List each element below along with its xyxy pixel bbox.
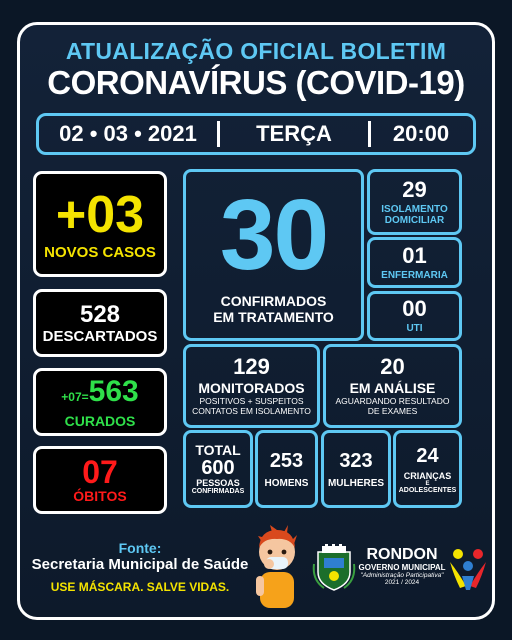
isolation-label-line2: DOMICILIAR	[384, 214, 445, 226]
icu-label: UTI	[406, 323, 423, 334]
deaths-value: 07	[82, 454, 118, 490]
kids-label1: CRIANÇAS	[403, 470, 452, 481]
analysis-panel	[323, 344, 462, 428]
confirmed-panel	[183, 169, 364, 341]
total-sub1: PESSOAS	[196, 478, 240, 488]
new-cases-card	[33, 171, 167, 277]
analysis-sub1: AGUARDANDO RESULTADO	[335, 396, 450, 406]
confirmed-label-line1: CONFIRMADOS	[220, 293, 327, 309]
monitoring-sub2: CONTATOS EM ISOLAMENTO	[192, 406, 311, 416]
kids-label3: ADOLESCENTES	[398, 486, 457, 494]
discarded-card	[33, 289, 167, 357]
header-line2: CORONAVÍRUS (COVID-19)	[47, 64, 465, 101]
isolation-label-line1: ISOLAMENTO	[381, 203, 448, 215]
confirmed-label-line2: EM TRATAMENTO	[213, 309, 334, 325]
new-cases-value: +03	[55, 185, 145, 244]
total-panel	[183, 430, 253, 508]
monitoring-sub1: POSITIVOS + SUSPEITOS	[199, 396, 304, 406]
date-text: 02 • 03 • 2021	[59, 121, 197, 146]
men-panel	[255, 430, 318, 508]
icu-panel	[367, 291, 462, 341]
total-label: TOTAL	[195, 442, 241, 458]
ward-panel	[367, 237, 462, 288]
date-bar	[36, 113, 476, 155]
isolation-value: 29	[402, 176, 427, 202]
total-value: 600	[201, 457, 235, 479]
men-label: HOMENS	[264, 477, 309, 489]
rondon-name: RONDON	[366, 546, 438, 563]
isolation-panel	[367, 169, 462, 235]
women-panel	[321, 430, 391, 508]
recovered-card	[33, 368, 167, 436]
analysis-sub2: DE EXAMES	[367, 406, 418, 416]
confirmed-value: 30	[219, 179, 328, 291]
discarded-label: DESCARTADOS	[42, 327, 158, 345]
men-value: 253	[269, 449, 304, 472]
coat-of-arms-icon	[312, 544, 356, 592]
kids-value: 24	[416, 444, 439, 467]
recovered-value: 563	[88, 374, 139, 408]
header-line1: ATUALIZAÇÃO OFICIAL BOLETIM	[65, 38, 447, 64]
total-sub2: CONFIRMADAS	[191, 488, 245, 495]
rondon-subtitle: GOVERNO MUNICIPAL	[358, 563, 446, 572]
analysis-value: 20	[380, 354, 405, 379]
recovered-delta: +07=	[61, 389, 89, 404]
deaths-card	[33, 446, 167, 514]
ward-value: 01	[402, 242, 427, 268]
monitoring-label: MONITORADOS	[198, 380, 305, 396]
discarded-value: 528	[79, 300, 121, 328]
analysis-label: EM ANÁLISE	[349, 380, 436, 396]
ward-label: ENFERMARIA	[381, 269, 448, 281]
monitoring-panel	[183, 344, 320, 428]
recovered-row	[61, 376, 138, 413]
rondon-motto: "Administração Participativa"	[360, 572, 444, 579]
source-label: Fonte:	[118, 540, 162, 556]
monitoring-value: 129	[233, 354, 270, 379]
weekday-text: TERÇA	[256, 121, 332, 146]
icu-value: 00	[402, 296, 427, 321]
rondon-years: 2021 / 2024	[384, 579, 420, 586]
women-label: MULHERES	[327, 477, 385, 489]
time-text: 20:00	[392, 121, 450, 146]
women-value: 323	[339, 449, 373, 472]
recovered-label: CURADOS	[64, 412, 136, 429]
new-cases-label: NOVOS CASOS	[44, 243, 156, 261]
deaths-label: ÓBITOS	[73, 488, 127, 504]
source-text: Secretaria Municipal de Saúde	[31, 556, 249, 573]
kids-panel	[393, 430, 462, 508]
child-mask-illustration-icon	[246, 520, 308, 612]
rondon-logo	[356, 546, 448, 586]
kids-label2: E	[425, 480, 430, 487]
participation-people-icon	[448, 546, 488, 590]
slogan-text: USE MÁSCARA. SALVE VIDAS.	[50, 580, 230, 594]
